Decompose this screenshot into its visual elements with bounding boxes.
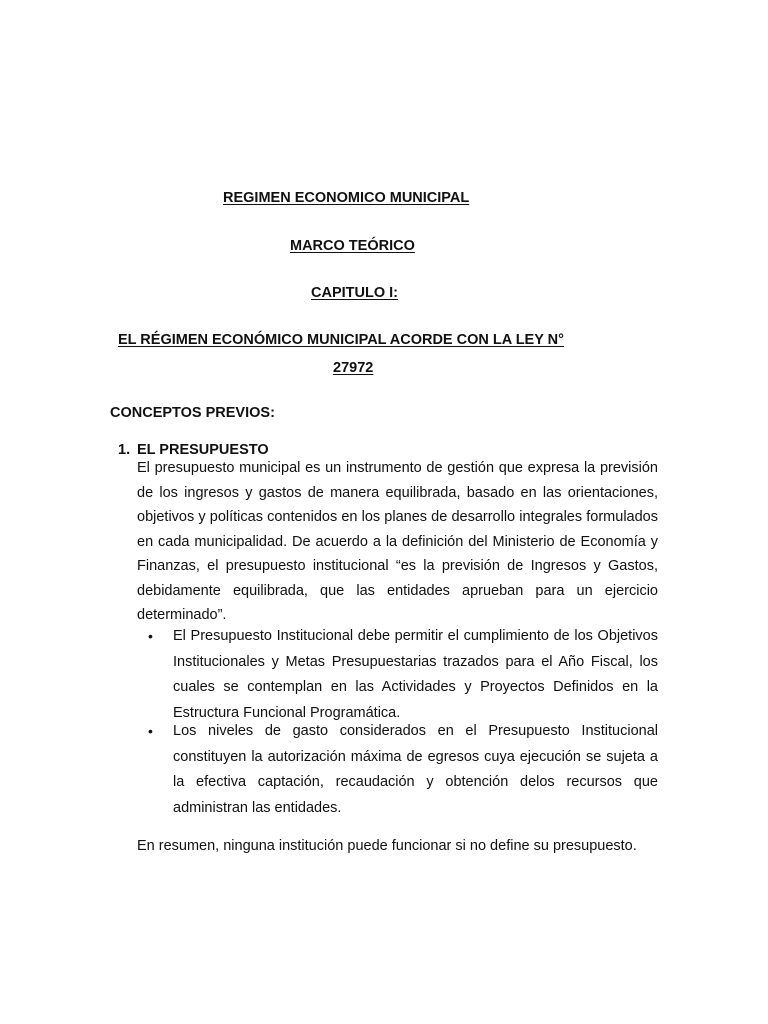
chapter-label: CAPITULO I: <box>311 285 398 301</box>
concepts-heading: CONCEPTOS PREVIOS: <box>110 405 275 421</box>
document-title: REGIMEN ECONOMICO MUNICIPAL <box>223 190 470 206</box>
list-item-text: El Presupuesto Institucional debe permitir el cumplimiento de los Objetivos Institucionales y Metas Presupuestarias trazados para el Año Fiscal, los cuales se contemplan en las Actividades y Proyectos Definidos en la Estructura Funcional Programática. <box>173 628 658 721</box>
document-subtitle: MARCO TEÓRICO <box>290 238 415 254</box>
section-number: 1. <box>118 442 131 458</box>
list-item-text: Los niveles de gasto considerados en el Presupuesto Institucional constituyen la autorización máxima de egresos cuya ejecución se sujeta a la efectiva captación, recaudación y obtención delos recursos que administran las entidades. <box>173 723 658 816</box>
list-item <box>148 719 658 821</box>
chapter-title-line1: EL RÉGIMEN ECONÓMICO MUNICIPAL ACORDE CON LA LEY N° <box>118 332 564 348</box>
intro-paragraph: El presupuesto municipal es un instrumento de gestión que expresa la previsión de los ingresos y gastos de manera equilibrada, basado en las orientaciones, objetivos y políticas contenidos en los planes de desarrollo integrales formulados en cada municipalidad. De acuerdo a la definición del Ministerio de Economía y Finanzas, el presupuesto institucional “es la previsión de Ingresos y Gastos, debidamente equilibrada, que las entidades aprueban para un ejercicio determinado”. <box>137 460 658 623</box>
bullet-icon: • <box>148 628 153 644</box>
bullet-icon: • <box>148 723 153 739</box>
chapter-title-line2: 27972 <box>333 360 374 376</box>
section-title: EL PRESUPUESTO <box>137 442 269 458</box>
list-item <box>148 624 658 726</box>
summary-paragraph: En resumen, ninguna institución puede funcionar si no define su presupuesto. <box>137 838 637 854</box>
